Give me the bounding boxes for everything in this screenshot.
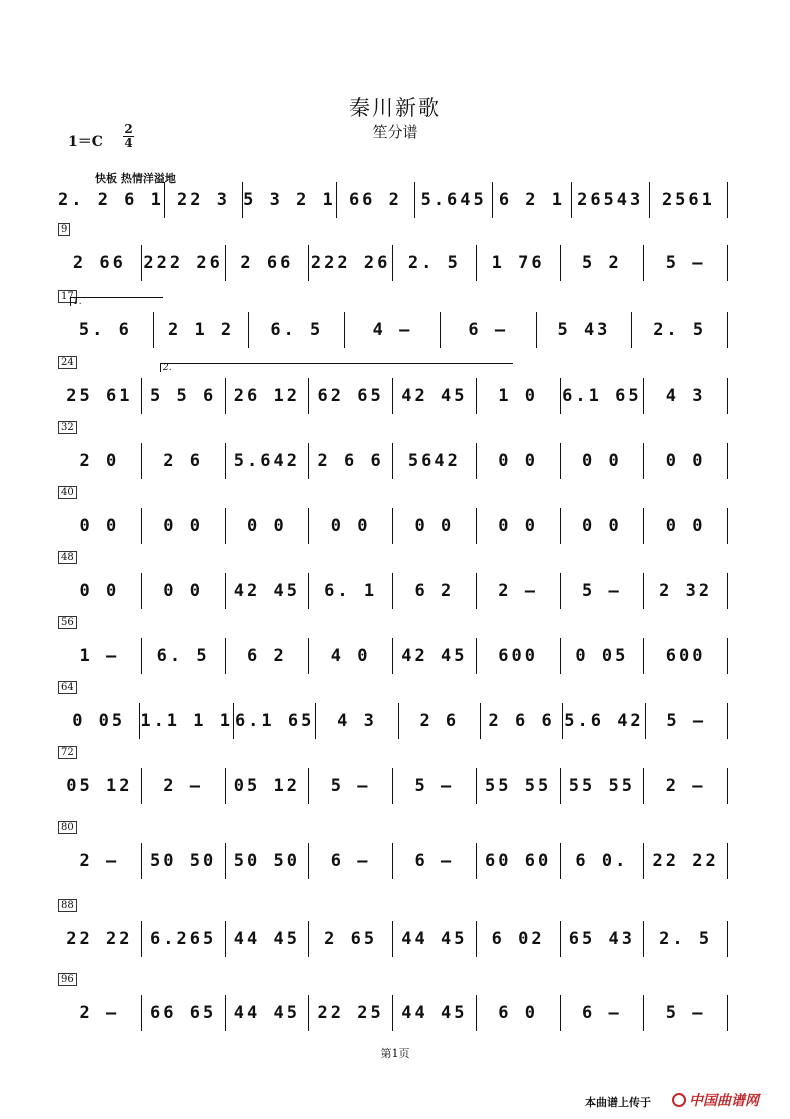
measure: 6 – [393,843,477,879]
measure: 6 2 [226,638,310,674]
site-logo[interactable] [672,1090,759,1110]
measure-number: 72 [58,746,77,759]
measure: 2. 5 [393,245,477,281]
measure: 6 2 [393,573,477,609]
measure: 0 0 [142,508,226,544]
measure: 2 66 [226,245,310,281]
measure: 0 0 [477,443,561,479]
measure: 2 6 [142,443,226,479]
measure-number: 64 [58,681,77,694]
measure: 1 – [58,638,142,674]
measure: 22 22 [644,843,728,879]
measure: 4 3 [644,378,728,414]
page-subtitle: 笙分谱 [372,123,418,141]
measure: 2 6 6 [309,443,393,479]
measure: 4 0 [309,638,393,674]
measure: 5 – [561,573,645,609]
measure: 0 0 [561,443,645,479]
measure: 0 0 [644,443,728,479]
measure: 0 0 [477,508,561,544]
measure: 5 – [309,768,393,804]
measure: 5642 [393,443,477,479]
measure-number: 80 [58,821,77,834]
measure: 0 05 [58,703,140,739]
measure: 5 43 [537,312,633,348]
measure: 50 50 [142,843,226,879]
measure-number: 40 [58,486,77,499]
measure: 0 0 [644,508,728,544]
measure: 44 45 [393,921,477,957]
measure: 2. 2 6 1 [58,182,165,218]
page-number: 第1页 [380,1047,410,1060]
measure: 2 6 [399,703,481,739]
measure: 5.6 42 [563,703,645,739]
site-name: 中国曲谱网 [689,1093,759,1109]
measure: 5 5 6 [142,378,226,414]
meter-top: 2 [124,122,133,136]
score-row [58,422,728,487]
measure: 0 0 [58,573,142,609]
measure: 42 45 [226,573,310,609]
measure: 2 6 6 [481,703,563,739]
measure: 0 0 [309,508,393,544]
score-row [58,552,728,617]
measure: 5 – [646,703,728,739]
measure: 4 – [345,312,441,348]
measure: 2 0 [58,443,142,479]
measure: 22 3 [165,182,243,218]
upload-note: 本曲谱上传于 [585,1096,651,1109]
measure-number: 32 [58,421,77,434]
score-row [58,291,728,356]
measure-number: 88 [58,899,77,912]
measure: 5 3 2 1 [243,182,337,218]
measure-number: 9 [58,223,70,236]
measure: 26543 [572,182,650,218]
measure: 222 26 [309,245,393,281]
measure: 6.1 65 [234,703,316,739]
measure: 5 – [393,768,477,804]
measure: 22 25 [309,995,393,1031]
measure: 1 76 [477,245,561,281]
measure: 6 2 1 [493,182,571,218]
score-row [58,182,728,226]
measure-number: 24 [58,356,77,369]
measure: 2. 5 [632,312,728,348]
measure: 2561 [650,182,728,218]
measure: 62 65 [309,378,393,414]
second-ending: 2. [160,363,513,372]
measure: 5.642 [226,443,310,479]
score-row [58,357,728,422]
measure: 6 – [309,843,393,879]
score-row [58,617,728,682]
measure: 55 55 [477,768,561,804]
measure: 600 [644,638,728,674]
measure: 2 – [644,768,728,804]
measure: 44 45 [226,995,310,1031]
measure: 222 26 [142,245,226,281]
measure: 2 – [58,843,142,879]
measure-number: 48 [58,551,77,564]
score-row [58,974,728,1039]
measure: 0 05 [561,638,645,674]
measure: 1 0 [477,378,561,414]
measure: 5.645 [415,182,493,218]
score-row [58,682,728,747]
measure: 5 – [644,995,728,1031]
measure: 2 – [142,768,226,804]
measure: 6. 5 [142,638,226,674]
measure: 05 12 [58,768,142,804]
measure: 6.265 [142,921,226,957]
measure: 42 45 [393,378,477,414]
measure: 600 [477,638,561,674]
measure: 0 0 [58,508,142,544]
measure: 2 1 2 [154,312,250,348]
measure: 6.1 65 [561,378,645,414]
score-row [58,747,728,812]
measure: 0 0 [142,573,226,609]
measure: 6 0 [477,995,561,1031]
measure: 6 02 [477,921,561,957]
measure: 65 43 [561,921,645,957]
tempo-marking: 快板 热情洋溢地 [95,172,176,185]
measure: 6. 1 [309,573,393,609]
measure-number: 56 [58,616,77,629]
score-row [58,822,728,887]
measure: 05 12 [226,768,310,804]
measure: 5. 6 [58,312,154,348]
measure: 26 12 [226,378,310,414]
measure: 0 0 [561,508,645,544]
measure-number: 17 [58,290,77,303]
measure: 2 – [477,573,561,609]
measure: 4 3 [316,703,398,739]
measure: 5 2 [561,245,645,281]
measure: 55 55 [561,768,645,804]
measure: 0 0 [226,508,310,544]
measure: 6 0. [561,843,645,879]
measure-number: 96 [58,973,77,986]
measure: 1.1 1 1 [140,703,234,739]
score-row [58,224,728,289]
measure: 6 – [441,312,537,348]
measure: 66 65 [142,995,226,1031]
meter-bottom: 4 [124,136,133,150]
time-signature [123,123,134,150]
measure: 2 32 [644,573,728,609]
measure: 2. 5 [644,921,728,957]
measure: 5 – [644,245,728,281]
measure: 0 0 [393,508,477,544]
measure: 2 – [58,995,142,1031]
page-title: 秦川新歌 [349,96,441,120]
measure: 6 – [561,995,645,1031]
measure: 50 50 [226,843,310,879]
measure: 66 2 [337,182,415,218]
measure: 22 22 [58,921,142,957]
key-signature: 1＝C [68,134,103,150]
measure: 44 45 [226,921,310,957]
score-row [58,900,728,965]
measure: 60 60 [477,843,561,879]
measure: 25 61 [58,378,142,414]
measure: 2 66 [58,245,142,281]
measure: 44 45 [393,995,477,1031]
first-ending: 1. [70,297,163,306]
measure: 2 65 [309,921,393,957]
measure: 42 45 [393,638,477,674]
score-row [58,487,728,552]
measure: 6. 5 [249,312,345,348]
site-logo-icon [672,1093,686,1107]
